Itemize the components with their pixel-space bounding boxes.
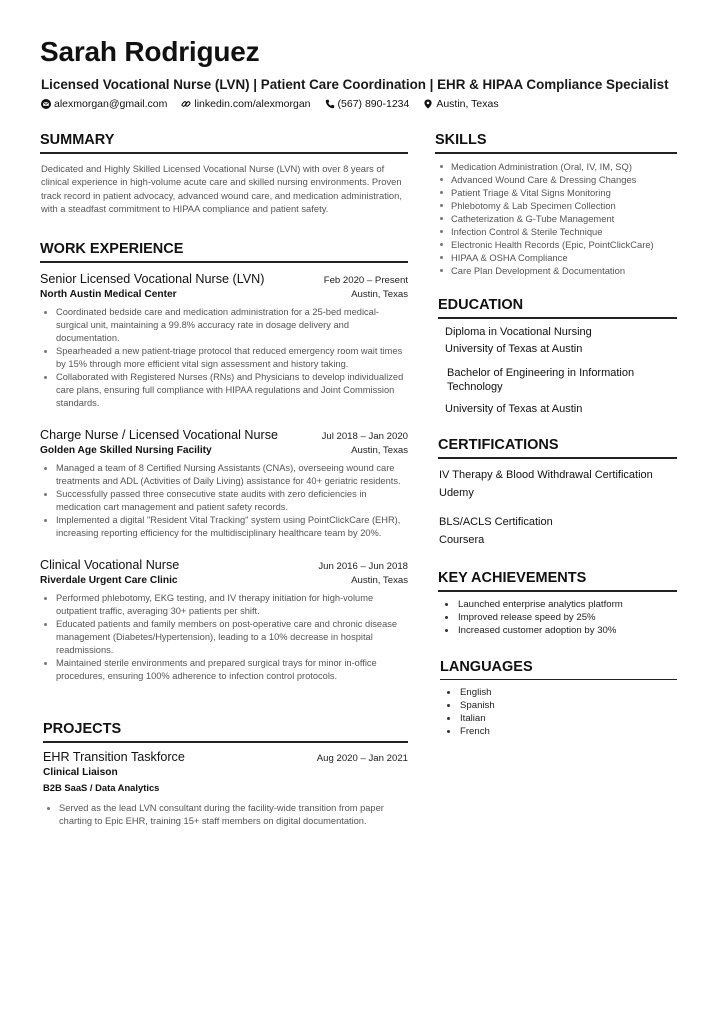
summary-section [40, 132, 408, 215]
projects-section [40, 721, 408, 828]
project-category: B2B SaaS / Data Analytics [43, 782, 160, 794]
summary-title: SUMMARY [40, 132, 408, 154]
languages-list [440, 686, 677, 738]
headline: Licensed Vocational Nurse (LVN) | Patient Care Coordination | EHR & HIPAA Compliance Specialist [41, 77, 669, 92]
skill-item: Patient Triage & Vital Signs Monitoring [451, 186, 677, 199]
project-role: Clinical Liaison [43, 767, 118, 779]
certification-name: IV Therapy & Blood Withdrawal Certification [439, 469, 653, 481]
left-column [40, 132, 408, 828]
job-bullets [40, 306, 408, 410]
job-bullet: Implemented a digital "Resident Vital Tracking" system using PointClickCare (EHR), increasing reporting efficiency for the multidisciplinary healthcare team by 20%. [56, 514, 408, 540]
language-item: Spanish [460, 699, 677, 712]
languages-title: LANGUAGES [440, 659, 677, 680]
job-bullets [40, 592, 408, 683]
contact-linkedin-text: linkedin.com/alexmorgan [194, 98, 311, 110]
education-entry [445, 326, 677, 355]
education-school: University of Texas at Austin [445, 403, 583, 415]
language-item: French [460, 725, 677, 738]
contact-linkedin[interactable] [181, 98, 310, 110]
skill-item: HIPAA & OSHA Compliance [451, 251, 677, 264]
job-bullet: Managed a team of 8 Certified Nursing Assistants (CNAs), overseeing wound care treatments and ADL (Activities of Daily Living) assistance for 40+ geriatric residents. [56, 462, 408, 488]
project-name: EHR Transition Taskforce [43, 750, 185, 765]
link-icon [181, 99, 191, 109]
skill-item: Medication Administration (Oral, IV, IM, SQ) [451, 160, 677, 173]
achievements-list [438, 598, 677, 637]
job-date: Feb 2020 – Present [323, 275, 408, 287]
job-bullet: Maintained sterile environments and prepared surgical trays for minor in-office procedures, ensuring 100% adherence to infection control protocols. [56, 657, 408, 683]
certification-entry [439, 469, 677, 499]
education-school: University of Texas at Austin [445, 343, 583, 355]
achievement-item: Launched enterprise analytics platform [458, 598, 677, 611]
job-title: Charge Nurse / Licensed Vocational Nurse [40, 428, 279, 443]
skill-item: Care Plan Development & Documentation [451, 264, 677, 277]
certification-entry [439, 516, 677, 546]
job-bullet: Spearheaded a new patient-triage protocol that reduced emergency room wait times by 15% through more efficient vital sign assessment and history taking. [56, 345, 408, 371]
job-employer: North Austin Medical Center [40, 289, 177, 301]
certifications-title: CERTIFICATIONS [438, 437, 677, 459]
contact-location-text: Austin, Texas [436, 98, 499, 110]
projects-title: PROJECTS [43, 721, 408, 743]
project-entry [43, 750, 408, 828]
job-title: Senior Licensed Vocational Nurse (LVN) [40, 272, 265, 287]
work-experience-section [40, 241, 408, 683]
job-entry [40, 428, 408, 540]
job-location: Austin, Texas [351, 575, 408, 587]
achievement-item: Increased customer adoption by 30% [458, 624, 677, 637]
job-date: Jun 2016 – Jun 2018 [318, 561, 408, 573]
skill-item: Catheterization & G-Tube Management [451, 212, 677, 225]
right-column [435, 132, 677, 738]
skill-item: Electronic Health Records (Epic, PointClickCare) [451, 238, 677, 251]
job-location: Austin, Texas [351, 445, 408, 457]
education-entry [447, 366, 662, 394]
project-bullets [43, 802, 408, 828]
certification-issuer: Udemy [439, 487, 474, 499]
achievement-item: Improved release speed by 25% [458, 611, 677, 624]
job-bullet: Successfully passed three consecutive state audits with zero deficiencies in medication cart management and patient safety records. [56, 488, 408, 514]
contact-email[interactable] [41, 98, 167, 110]
job-bullet: Collaborated with Registered Nurses (RNs) and Physicians to develop individualized care plans, ensuring full compliance with HIPAA regulations and Joint Commission standards. [56, 371, 408, 410]
certifications-section [435, 437, 677, 546]
languages-section [435, 659, 677, 738]
job-location: Austin, Texas [351, 289, 408, 301]
job-bullets [40, 462, 408, 540]
skills-section [435, 132, 677, 277]
phone-icon [325, 99, 335, 109]
contact-bar [41, 98, 513, 110]
job-bullet: Performed phlebotomy, EKG testing, and IV therapy initiation for high-volume outpatient traffic, averaging 30+ patients per shift. [56, 592, 408, 618]
job-entry [40, 272, 408, 410]
skill-item: Phlebotomy & Lab Specimen Collection [451, 199, 677, 212]
skill-item: Advanced Wound Care & Dressing Changes [451, 173, 677, 186]
language-item: English [460, 686, 677, 699]
location-pin-icon [423, 99, 433, 109]
job-entry [40, 558, 408, 683]
contact-email-text: alexmorgan@gmail.com [54, 98, 168, 110]
candidate-name: Sarah Rodriguez [40, 36, 260, 67]
certification-name: BLS/ACLS Certification [439, 516, 553, 528]
email-icon [41, 99, 51, 109]
summary-text: Dedicated and Highly Skilled Licensed Vocational Nurse (LVN) with over 8 years of clinical experience in high-volume acute care and skilled nursing environments. Proven track record in patient advocacy, advanced wound care, and medication administration, with a steadfast commitment to HIPAA compliance and patient safety. [41, 163, 402, 214]
job-title: Clinical Vocational Nurse [40, 558, 180, 573]
job-employer: Riverdale Urgent Care Clinic [40, 575, 178, 587]
work-experience-title: WORK EXPERIENCE [40, 241, 408, 263]
education-degree: Diploma in Vocational Nursing [445, 326, 592, 338]
contact-phone[interactable] [325, 98, 410, 110]
project-date: Aug 2020 – Jan 2021 [316, 753, 408, 765]
education-title: EDUCATION [438, 297, 677, 319]
contact-location [423, 98, 498, 110]
skills-title: SKILLS [435, 132, 677, 154]
job-date: Jul 2018 – Jan 2020 [321, 431, 408, 443]
skills-list [435, 160, 677, 277]
key-achievements-title: KEY ACHIEVEMENTS [438, 570, 677, 592]
contact-phone-text: (567) 890-1234 [337, 98, 410, 110]
key-achievements-section [435, 570, 677, 637]
project-bullet: Served as the lead LVN consultant during the facility-wide transition from paper charting to Epic EHR, training 15+ staff members on digital documentation. [59, 802, 408, 828]
education-section [435, 297, 677, 415]
certification-issuer: Coursera [439, 534, 485, 546]
job-employer: Golden Age Skilled Nursing Facility [40, 445, 212, 457]
job-bullet: Educated patients and family members on post-operative care and chronic disease management (Diabetes/Hypertension), leading to a 10% decrease in hospital readmissions. [56, 618, 408, 657]
skill-item: Infection Control & Sterile Technique [451, 225, 677, 238]
job-bullet: Coordinated bedside care and medication administration for a 25-bed medical-surgical unit, maintaining a 99.8% accuracy rate in dosage delivery and documentation. [56, 306, 408, 345]
education-degree: Bachelor of Engineering in Information Technology [447, 367, 635, 393]
language-item: Italian [460, 712, 677, 725]
